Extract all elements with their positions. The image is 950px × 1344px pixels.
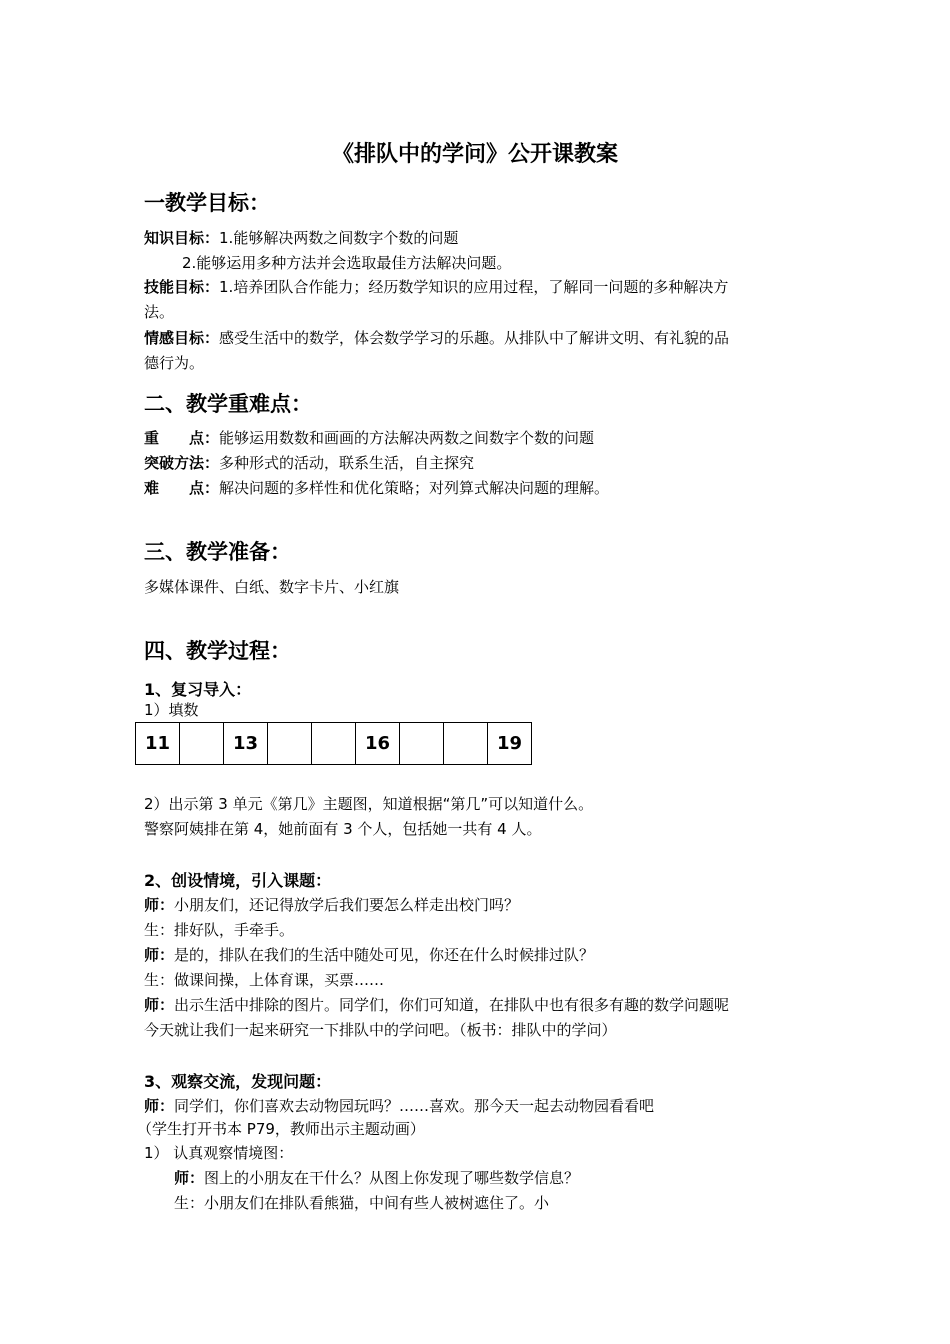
key-text: 能够运用数数和画画的方法解决两数之间数字个数的问题	[219, 429, 595, 447]
knowledge-text-1: 1.能够解决两数之间数字个数的问题	[219, 229, 459, 247]
skill-text-2: 法。	[144, 303, 175, 321]
number-cell: 16	[356, 723, 400, 765]
dialogue-line	[144, 895, 519, 915]
number-cell	[312, 723, 356, 765]
number-cell	[400, 723, 444, 765]
dialogue-line	[144, 1096, 654, 1116]
dialogue-text: （学生打开书本 P79，教师出示主题动画）	[137, 1120, 425, 1138]
student-label: 生：	[144, 971, 175, 989]
section-heading-key-points: 二、教学重难点：	[144, 392, 312, 416]
number-cell: 11	[136, 723, 180, 765]
method-label: 突破方法：	[144, 454, 220, 472]
teacher-label: 师：	[144, 896, 175, 914]
teacher-label: 师：	[144, 946, 175, 964]
teacher-label: 师：	[144, 996, 175, 1014]
breakthrough-method	[144, 453, 474, 473]
dialogue-text: 图上的小朋友在干什么？从图上你发现了哪些数学信息？	[204, 1169, 580, 1187]
number-cell: 19	[488, 723, 532, 765]
teacher-label: 师：	[144, 1097, 175, 1115]
number-cell	[268, 723, 312, 765]
number-cell	[444, 723, 488, 765]
dialogue-text: 做课间操，上体育课，买票……	[174, 971, 385, 989]
emotion-text-2: 德行为。	[144, 354, 205, 372]
dialogue-text: 同学们，你们喜欢去动物园玩吗？……喜欢。那今天一起去动物园看看吧	[174, 1097, 655, 1115]
dialogue-line	[144, 970, 384, 990]
skill-text-1: 1.培养团队合作能力；经历数学知识的应用过程，了解同一问题的多种解决方	[219, 278, 729, 296]
key-point	[144, 428, 594, 448]
knowledge-objective	[144, 228, 458, 248]
student-label: 生：	[174, 1194, 205, 1212]
section-heading-process: 四、教学过程：	[144, 639, 291, 663]
preparation-text: 多媒体课件、白纸、数字卡片、小红旗	[144, 578, 400, 596]
dialogue-line	[144, 920, 294, 940]
dialogue-line	[144, 945, 594, 965]
step2-heading: 2、创设情境，引入课题：	[144, 871, 332, 890]
hard-text: 解决问题的多样性和优化策略；对列算式解决问题的理解。	[219, 479, 610, 497]
step1-sub1: 1）填数	[144, 701, 199, 719]
step1-line: 警察阿姨排在第 4，她前面有 3 个人，包括她一共有 4 人。	[144, 820, 542, 838]
emotion-text-1: 感受生活中的数学，体会数学学习的乐趣。从排队中了解讲文明、有礼貌的品	[219, 329, 730, 347]
knowledge-text-2: 2.能够运用多种方法并会选取最佳方法解决问题。	[182, 254, 512, 272]
step1-heading: 1、复习导入：	[144, 680, 252, 699]
skill-objective	[144, 277, 728, 297]
knowledge-label: 知识目标：	[144, 229, 220, 247]
step3-heading: 3、观察交流，发现问题：	[144, 1072, 332, 1091]
dialogue-line	[144, 995, 729, 1015]
dialogue-text: 1） 认真观察情境图：	[144, 1144, 294, 1162]
method-text: 多种形式的活动，联系生活，自主探究	[219, 454, 475, 472]
dialogue-text: 出示生活中排除的图片。同学们，你们可知道，在排队中也有很多有趣的数学问题呢	[174, 996, 730, 1014]
fill-numbers-table	[135, 722, 532, 765]
skill-label: 技能目标：	[144, 278, 220, 296]
dialogue-text: 排好队，手牵手。	[174, 921, 295, 939]
dialogue-line	[174, 1193, 549, 1213]
table-row	[136, 723, 532, 765]
dialogue-text: 小朋友们在排队看熊猫，中间有些人被树遮住了。小	[204, 1194, 550, 1212]
key-label: 重 点：	[144, 429, 220, 447]
hard-label: 难 点：	[144, 479, 220, 497]
section-heading-preparation: 三、教学准备：	[144, 540, 291, 564]
difficult-point	[144, 478, 609, 498]
student-label: 生：	[144, 921, 175, 939]
dialogue-text: 是的，排队在我们的生活中随处可见，你还在什么时候排过队？	[174, 946, 595, 964]
document-title: 《排队中的学问》公开课教案	[331, 142, 618, 167]
dialogue-text: 小朋友们，还记得放学后我们要怎么样走出校门吗？	[174, 896, 520, 914]
step1-sub2: 2）出示第 3 单元《第几》主题图，知道根据“第几”可以知道什么。	[144, 795, 594, 813]
dialogue-line	[174, 1168, 579, 1188]
emotion-label: 情感目标：	[144, 329, 220, 347]
dialogue-text: 今天就让我们一起来研究一下排队中的学问吧。（板书：排队中的学问）	[144, 1021, 617, 1039]
number-cell	[180, 723, 224, 765]
section-heading-objectives: 一教学目标：	[144, 191, 270, 215]
number-cell: 13	[224, 723, 268, 765]
emotion-objective	[144, 328, 729, 348]
teacher-label: 师：	[174, 1169, 205, 1187]
